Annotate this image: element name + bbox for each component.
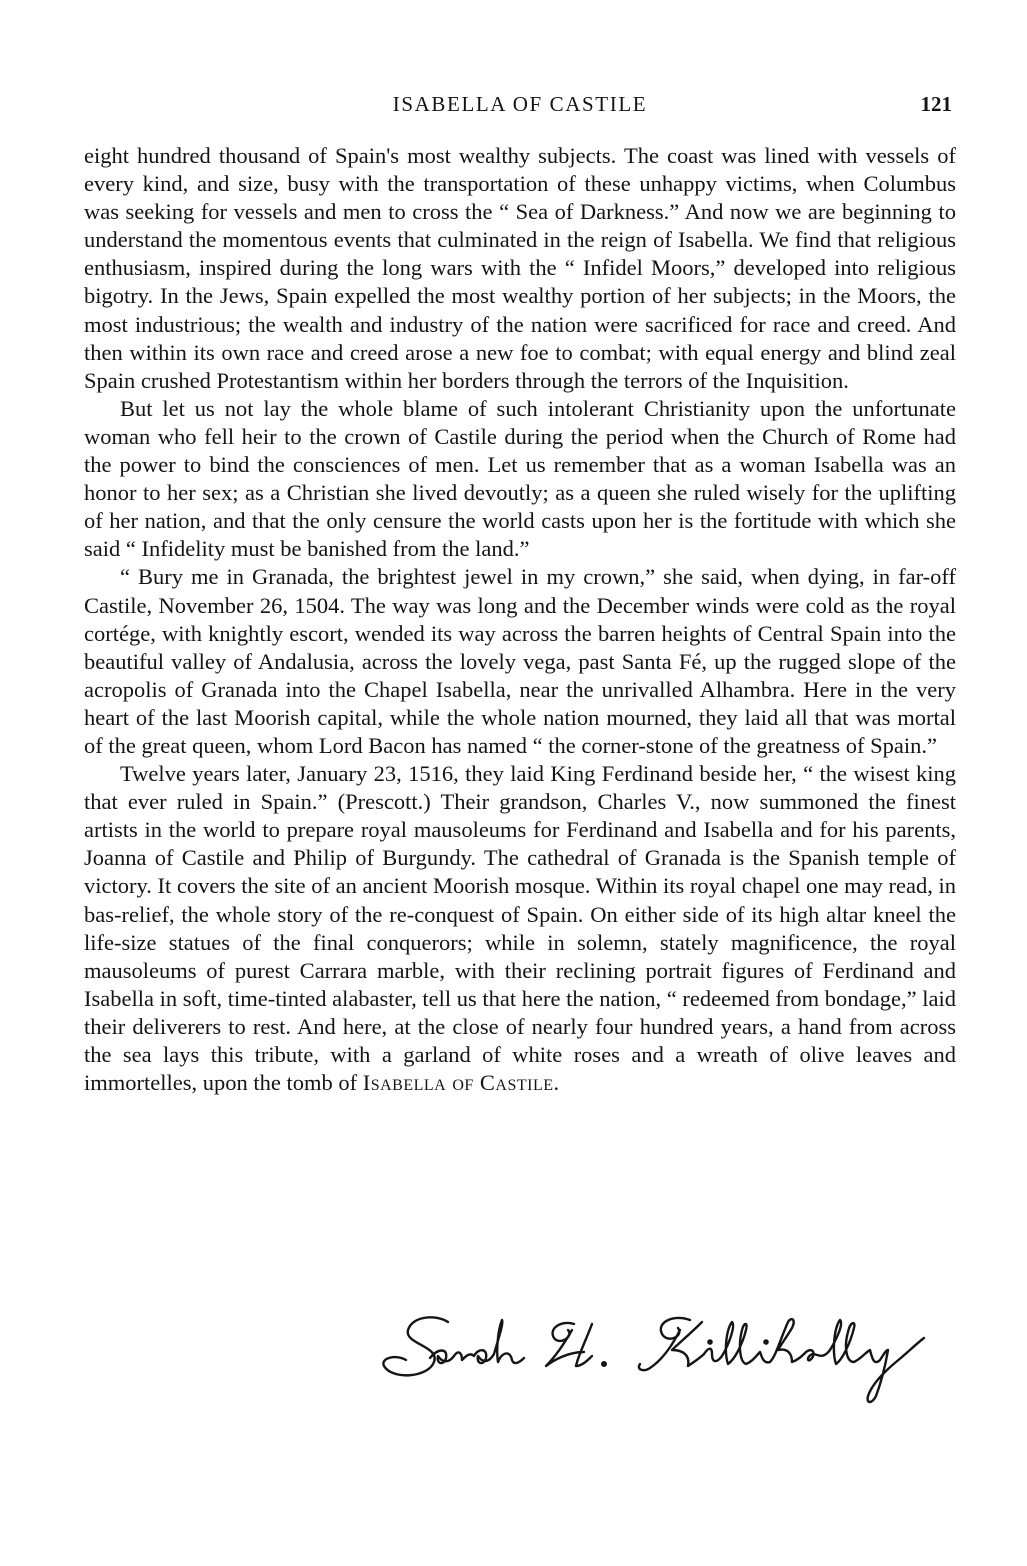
signature-drawing: [378, 1300, 938, 1410]
running-title: ISABELLA OF CASTILE: [392, 92, 648, 116]
paragraph-3: [84, 563, 956, 760]
closing-title: Isabella of Castile: [362, 1070, 554, 1096]
body-text: [84, 142, 956, 1097]
paragraph-4: [84, 760, 956, 1097]
running-head: [84, 92, 956, 122]
paragraph-3-text: “ Bury me in Granada, the brightest jewel in my crown,” she said, when dying, in far-off Castile, November 26, 1504. The way was long and the December winds were cold as the royal cortége, with knightly escort, wended its way across the barren heights of Central Spain into the beautiful valley of Andalusia, across the lovely vega, past Santa Fé, up the rugged slope of the acropolis of Granada into the Chapel Isabella, near the unrivalled Alhambra. Here in the very heart of the last Moorish capital, while the whole nation mourned, they laid all that was mortal of the great queen, whom Lord Bacon has named “ the corner-stone of the greatness of Spain.”: [84, 564, 956, 758]
paragraph-1-text: eight hundred thousand of Spain's most wealthy subjects. The coast was lined with vessels of every kind, and size, busy with the transportation of these unhappy victims, when Columbus was seeking for vessels and men to cross the “ Sea of Darkness.” And now we are beginning to understand the momentous events that culminated in the reign of Isabella. We find that religious enthusiasm, inspired during the long wars with the “ Infidel Moors,” developed into religious bigotry. In the Jews, Spain expelled the most wealthy portion of her subjects; in the Moors, the most industrious; the wealth and industry of the nation were sacrificed for race and creed. And then within its own race and creed arose a new foe to combat; with equal energy and blind zeal Spain crushed Protestantism within her borders through the terrors of the Inquisition.: [84, 143, 956, 393]
paragraph-4-text: Twelve years later, January 23, 1516, they laid King Ferdinand beside her, “ the wisest king that ever ruled in Spain.” (Prescott.) Their grandson, Charles V., now summoned the finest artists in the world to prepare royal mausoleums for Ferdinand and Isabella and for his parents, Joanna of Castile and Philip of Burgundy. The cathedral of Granada is the Spanish temple of victory. It covers the site of an ancient Moorish mosque. Within its royal chapel one may read, in bas-relief, the whole story of the re-conquest of Spain. On either side of its high altar kneel the life-size statues of the final conquerors; while in solemn, stately magnificence, the royal mausoleums of purest Carrara marble, with their reclining portrait figures of Ferdinand and Isabella in soft, time-tinted alabaster, tell us that here the nation, “ redeemed from bondage,” laid their deliverers to rest. And here, at the close of nearly four hundred years, a hand from across the sea lays this tribute, with a garland of white roses and a wreath of olive leaves and immortelles, upon the tomb of: [84, 761, 956, 1096]
page-number: 121: [920, 92, 952, 116]
paragraph-2: [84, 395, 956, 564]
handwritten-signature: [378, 1300, 938, 1410]
paragraph-2-text: But let us not lay the whole blame of such intolerant Christianity upon the unfortunate woman who fell heir to the crown of Castile during the period when the Church of Rome had the power to bind the consciences of men. Let us remember that as a woman Isabella was an honor to her sex; as a Christian she lived devoutly; as a queen she ruled wisely for the uplifting of her nation, and that the only censure the world casts upon her is the fortitude with which she said “ Infidelity must be banished from the land.”: [84, 395, 956, 562]
paragraph-1: [84, 142, 956, 395]
closing-punct: .: [553, 1070, 560, 1096]
